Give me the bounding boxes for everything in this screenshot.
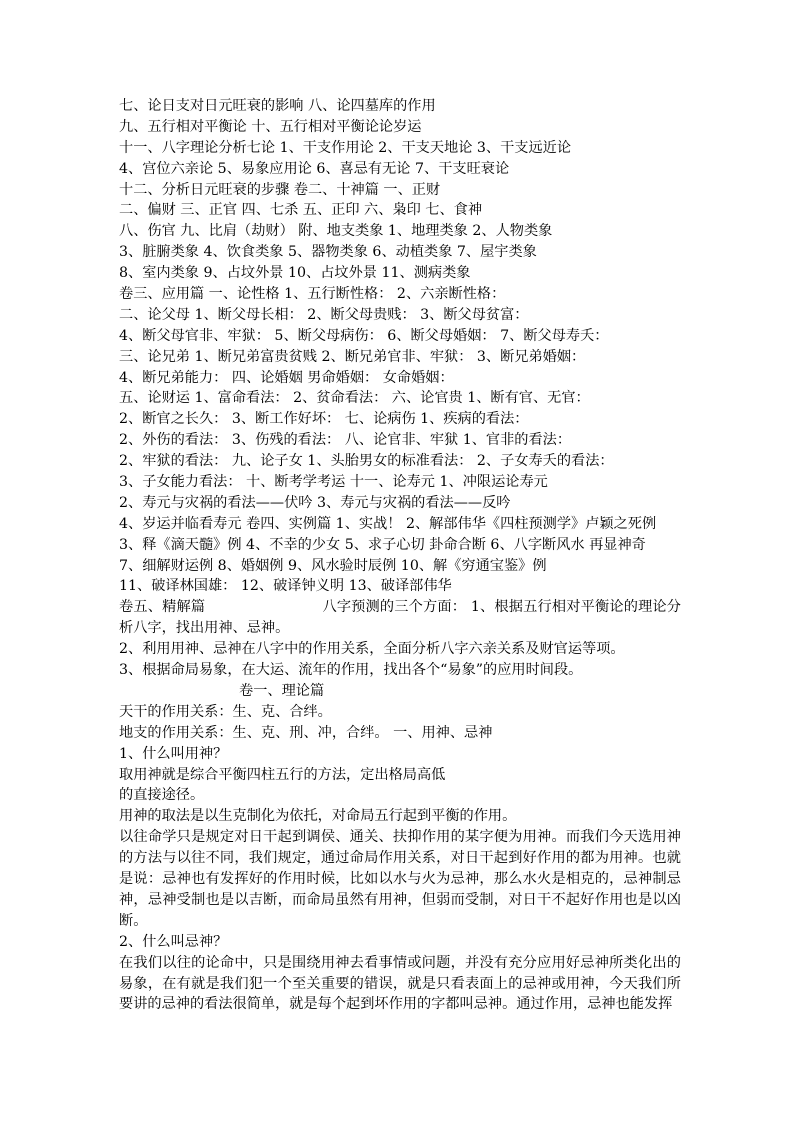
text-line: 天干的作用关系：生、克、合绊。 (119, 703, 332, 720)
text-line: 3、释《滴天髓》例 4、不幸的少女 5、求子心切 卦命合断 6、八字断风水 再显神奇 (119, 536, 646, 553)
text-line: 二、论父母 1、断父母长相： 2、断父母贵贱： 3、断父母贫富： (119, 306, 529, 323)
document-body (119, 96, 681, 1015)
text-line: 4、断父母官非、牢狱： 5、断父母病伤： 6、断父母婚姻： 7、断父母寿夭： (119, 327, 609, 344)
text-line: 2、利用用神、忌神在八字中的作用关系，全面分析八字六亲关系及财官运等项。 (119, 641, 625, 658)
text-line: 地支的作用关系：生、克、刑、冲，合绊。 一、用神、忌神 (119, 724, 493, 741)
section-heading: 卷一、理论篇 (239, 682, 325, 699)
question-heading: 1、什么叫用神？ (119, 745, 228, 762)
text-paragraph: 在我们以往的论命中，只是围绕用神去看事情或问题，并没有充分应用好忌神所类化出的易象，在有就是我们犯一个至关重要的错误，就是只看表面上的忌神或用神，今天我们所要讲的忌神的看法很简单，就是每个起到坏作用的字都叫忌神。通过作用，忌神也能发挥 (119, 954, 681, 1013)
text-line: 11、破译林国雄： 12、破译钟义明 13、破译部伟华 (119, 578, 452, 595)
text-line: 7、细解财运例 8、婚姻例 9、风水验时辰例 10、解《穷通宝鉴》例 (119, 557, 547, 574)
text-line: 二、偏财 三、正官 四、七杀 五、正印 六、枭印 七、食神 (119, 202, 483, 219)
text-line: 的直接途径。 (119, 787, 205, 804)
text-line: 九、五行相对平衡论 十、五行相对平衡论论岁运 (119, 118, 422, 135)
text-line: 七、论日支对日元旺衰的影响 八、论四墓库的作用 (119, 98, 436, 114)
question-heading: 2、什么叫忌神？ (119, 933, 228, 950)
text-line: 3、子女能力看法： 十、断考学考运 十一、论寿元 1、冲限运论寿元 (119, 474, 548, 491)
text-line: 2、断官之长久： 3、断工作好坏： 七、论病伤 1、疾病的看法： (119, 411, 529, 428)
text-line: 4、宫位六亲论 5、易象应用论 6、喜忌有无论 7、干支旺衰论 (119, 160, 510, 177)
text-line: 十二、分析日元旺衰的步骤 卷二、十神篇 一、正财 (119, 181, 441, 198)
text-line: 4、断兄弟能力： 四、论婚姻 男命婚姻： 女命婚姻： (119, 369, 454, 386)
text-line: 4、岁运并临看寿元 卷四、实例篇 1、实战！ 2、解部伟华《四柱预测学》卢颖之死例 (119, 515, 657, 532)
text-line: 8、室内类象 9、占坟外景 10、占坟外景 11、测病类象 (119, 265, 471, 282)
text-line: 五、论财运 1、富命看法： 2、贫命看法： 六、论官贵 1、断有官、无官： (119, 390, 590, 407)
text-line: 2、外伤的看法： 3、伤残的看法： 八、论官非、牢狱 1、官非的看法： (119, 432, 572, 449)
text-line: 取用神就是综合平衡四柱五行的方法，定出格局高低 (119, 766, 446, 783)
text-line: 十一、八字理论分析七论 1、干支作用论 2、干支天地论 3、干支远近论 (119, 139, 572, 156)
text-line: 3、脏腑类象 4、饮食类象 5、器物类象 6、动植类象 7、屋宇类象 (119, 244, 537, 261)
text-line: 三、论兄弟 1、断兄弟富贵贫贱 2、断兄弟官非、牢狱： 3、断兄弟婚姻： (119, 348, 586, 365)
text-line: 3、根据命局易象，在大运、流年的作用，找出各个“易象”的应用时间段。 (119, 662, 583, 679)
text-line: 卷三、应用篇 一、论性格 1、五行断性格： 2、六亲断性格： (119, 286, 506, 303)
text-line: 2、牢狱的看法： 九、论子女 1、头胎男女的标准看法： 2、子女寿夭的看法： (119, 453, 614, 470)
text-line: 用神的取法是以生克制化为依托，对命局五行起到平衡的作用。 (119, 808, 517, 825)
text-line: 八、伤官 九、比肩（劫财） 附、地支类象 1、地理类象 2、人物类象 (119, 223, 553, 240)
text-paragraph: 卷五、精解篇 八字预测的三个方面： 1、根据五行相对平衡论的理论分析八字，找出用神、忌神。 (119, 599, 681, 637)
text-line: 2、寿元与灾祸的看法——伏吟 3、寿元与灾祸的看法——反吟 (119, 494, 511, 511)
text-paragraph: 以往命学只是规定对日干起到调侯、通关、扶抑作用的某字便为用神。而我们今天选用神的方法与以往不同，我们规定，通过命局作用关系，对日干起到好作用的都为用神。也就是说：忌神也有发挥好的作用时候，比如以水与火为忌神，那么水火是相克的，忌神制忌神，忌神受制也是以吉断，而命局虽然有用神，但弱而受制，对日干不起好作用也是以凶断。 (119, 829, 681, 929)
